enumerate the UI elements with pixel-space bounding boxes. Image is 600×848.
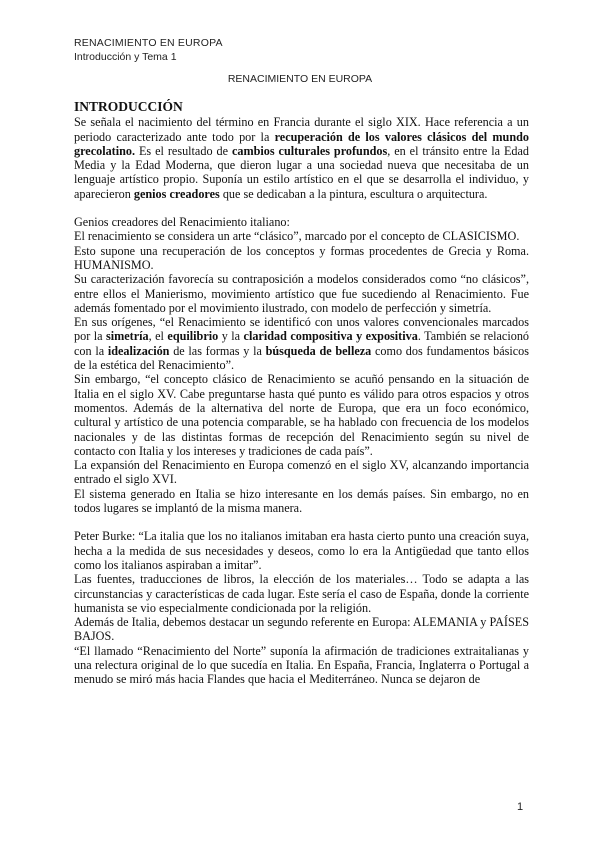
burke-quote-paragraph: Peter Burke: “La italia que los no italianos imitaban era hasta cierto punto una creación suya, hecha a la medida de sus necesidades y deseos, como lo era la Antigüedad que tanto ellos como los italianos aspiraban a imitar”.	[74, 529, 529, 572]
page-title: RENACIMIENTO EN EUROPA	[227, 73, 373, 85]
genios-paragraph-3: Su caracterización favorecía su contraposición a modelos considerados como “no clásicos”, entre ellos el Manierismo, movimiento artístico que fue sucediendo al Renacimiento. Fue además fomentado por el movimiento ilustrado, con modelo de perfección y simetría.	[74, 272, 529, 315]
genios-paragraph-4: En sus orígenes, “el Renacimiento se identificó con unos valores convencionales marcados por la simetría, el equilibrio y la claridad compositiva y expositiva. También se relacionó con la idealización de las formas y la búsqueda de belleza como dos fundamentos básicos de la estética del Renacimiento”.	[74, 315, 530, 373]
running-header-title: RENACIMIENTO EN EUROPA	[74, 37, 223, 49]
section-heading-introduccion: INTRODUCCIÓN	[74, 99, 183, 114]
running-header-subtitle: Introducción y Tema 1	[74, 51, 177, 63]
document-body	[74, 100, 529, 687]
burke-paragraph-4: “El llamado “Renacimiento del Norte” suponía la afirmación de tradiciones extraitalianas y una relectura original de lo que sucedía en Italia. En España, Francia, Inglaterra o Portugal a menudo se miró más hacia Flandes que hacia el Mediterráneo. Nunca se dejaron de	[74, 643, 529, 687]
genios-paragraph-6: La expansión del Renacimiento en Europa comenzó en el siglo XV, alcanzando importancia entrado el siglo XVI.	[74, 458, 529, 487]
page-number: 1	[517, 801, 524, 813]
genios-paragraph-7: El sistema generado en Italia se hizo interesante en los demás países. Sin embargo, no en todos lugares se implantó de la misma manera.	[74, 486, 529, 516]
burke-paragraph-3: Además de Italia, debemos destacar un segundo referente en Europa: ALEMANIA y PAÍSES BAJOS.	[74, 615, 529, 644]
genios-paragraph-1: El renacimiento se considera un arte “clásico”, marcado por el concepto de CLASICISMO.	[74, 229, 520, 244]
intro-paragraph: Se señala el nacimiento del término en Francia durante el siglo XIX. Hace referencia a un periodo caracterizado ante todo por la recuperación de los valores clásicos del mundo grecolatino. Es el resultado de cambios culturales profundos, en el tránsito entre la Edad Media y la Edad Moderna, que dieron lugar a una sociedad nueva que necesitaba de un lenguaje artístico propio. Suponía un estilo artístico en el que se desarrolla el individuo, y aparecieron genios creadores que se dedicaban a la pintura, escultura o arquitectura.	[74, 115, 529, 201]
genios-paragraph-5: Sin embargo, “el concepto clásico de Renacimiento se acuñó pensando en la situación de Italia en el siglo XV. Cabe preguntarse hasta qué punto es válido para otros espacios y otros momentos. Además de la alternativa del norte de Europa, que era un foco económico, cultural y artístico de una potencia comparable, se ha hablado con frecuencia de los modelos nacionales y de las distintas formas de recepción del Renacimiento según su nivel de contacto con Italia y los intereses y tradiciones de cada país”.	[74, 372, 529, 458]
paragraph-gap	[74, 201, 529, 215]
paragraph-gap	[74, 515, 529, 529]
burke-paragraph-2: Las fuentes, traducciones de libros, la elección de los materiales… Todo se adapta a las circunstancias y características de cada lugar. Este sería el caso de España, donde la corriente humanista se vio especialmente condicionada por la religión.	[74, 572, 529, 615]
genios-heading: Genios creadores del Renacimiento italiano:	[74, 215, 290, 230]
genios-paragraph-2: Esto supone una recuperación de los conceptos y formas procedentes de Grecia y Roma. HUMANISMO.	[74, 243, 529, 272]
